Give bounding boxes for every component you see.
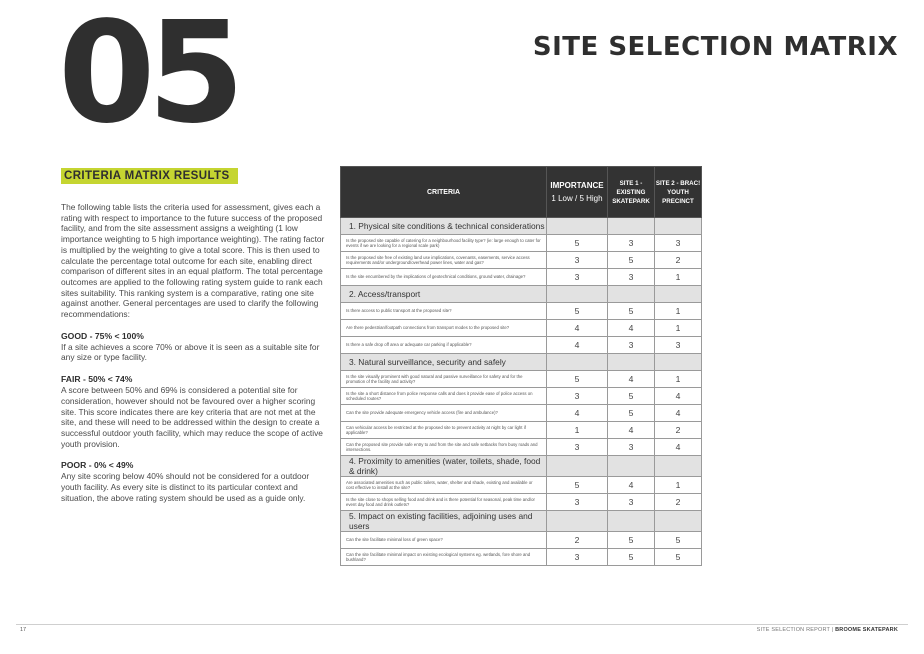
- table-row: [341, 252, 702, 269]
- importance-header-label: IMPORTANCE: [550, 181, 604, 190]
- criteria-question: Is the site close to shops selling food and drink and is there potential for seasonal, peak time and/or event day food and drink outlets?: [341, 494, 547, 511]
- importance-value: 4: [547, 405, 608, 422]
- table-row: [341, 439, 702, 456]
- category-row: [341, 456, 702, 477]
- site2-score: 4: [655, 405, 702, 422]
- site2-score: 1: [655, 303, 702, 320]
- site2-score: 4: [655, 388, 702, 405]
- site2-score: 1: [655, 371, 702, 388]
- importance-value: 5: [547, 235, 608, 252]
- rating-poor-body: Any site scoring below 40% should not be considered for a outdoor youth facility. As every site is distinct to its particular context and situation, the above rating system should be used as a guide only.: [61, 471, 310, 503]
- table-row: [341, 405, 702, 422]
- category-title: 2. Access/transport: [341, 286, 547, 303]
- table-row: [341, 494, 702, 511]
- table-row: [341, 235, 702, 252]
- rating-good-body: If a site achieves a score 70% or above it is seen as a suitable site for any size or type facility.: [61, 341, 320, 363]
- site1-score: 4: [608, 477, 655, 494]
- criteria-question: Is the proposed site free of existing land use implications, covenants, easements, service access requirements and/or underground/overhead power lines, water and gas?: [341, 252, 547, 269]
- importance-value: 3: [547, 269, 608, 286]
- site2-score: 1: [655, 320, 702, 337]
- category-row: [341, 218, 702, 235]
- importance-value: 3: [547, 439, 608, 456]
- rating-poor-title: POOR - 0% < 49%: [61, 460, 134, 471]
- criteria-question: Is the site encumbered by the implications of geotechnical conditions, ground water, drainage?: [341, 269, 547, 286]
- site1-score: 5: [608, 405, 655, 422]
- table-row: [341, 532, 702, 549]
- importance-value: 5: [547, 477, 608, 494]
- table-row: [341, 320, 702, 337]
- table-row: [341, 477, 702, 494]
- site2-score: 2: [655, 422, 702, 439]
- rating-fair-title: FAIR - 50% < 74%: [61, 374, 133, 385]
- criteria-question: Can the site provide adequate emergency vehicle access (fire and ambulance)?: [341, 405, 547, 422]
- site2-score: 3: [655, 337, 702, 354]
- section-number: 05: [58, 0, 237, 155]
- importance-value: 3: [547, 252, 608, 269]
- site1-score: 5: [608, 532, 655, 549]
- intro-paragraph: The following table lists the criteria used for assessment, gives each a rating with respect to importance to the future success of the proposed facility, and from the site assessment assigns a weighting (1 low importance weighting to 5 high importance weighting). The rating factor is multiplied by the weighting to give a total score. This is then used to calculate the percentage total outcome for each site, enabling direct comparison of different sites in an equal platform. The total percentage outcomes are applied to the following rating system guide to rank each sites suitability. This ranking system is a comparative, rating one site against another. General percentages are used to clarify the following recommendations:: [61, 202, 325, 320]
- intro-column: [61, 166, 327, 503]
- page-title: SITE SELECTION MATRIX: [532, 32, 898, 62]
- section-heading: CRITERIA MATRIX RESULTS: [61, 168, 238, 184]
- site2-score: 2: [655, 494, 702, 511]
- site2-score: 1: [655, 477, 702, 494]
- site2-score: 3: [655, 235, 702, 252]
- category-title: 3. Natural surveillance, security and safely: [341, 354, 547, 371]
- site2-score: 5: [655, 532, 702, 549]
- importance-value: 5: [547, 303, 608, 320]
- importance-value: 3: [547, 494, 608, 511]
- page-number: 17: [20, 627, 27, 633]
- criteria-question: Can the site facilitate minimal loss of green space?: [341, 532, 547, 549]
- footer-report-name: SITE SELECTION REPORT: [756, 627, 830, 633]
- site2-header: SITE 2 - BRAC! YOUTH PRECINCT: [655, 167, 702, 218]
- site1-score: 5: [608, 252, 655, 269]
- importance-value: 5: [547, 371, 608, 388]
- footer-separator: |: [831, 627, 834, 633]
- site1-score: 4: [608, 320, 655, 337]
- criteria-question: Are there pedestrian/footpath connections from transport modes to the proposed site?: [341, 320, 547, 337]
- site1-header: SITE 1 - EXISTING SKATEPARK: [608, 167, 655, 218]
- category-title: 4. Proximity to amenities (water, toilets, shade, food & drink): [341, 456, 547, 477]
- site2-score: 1: [655, 269, 702, 286]
- importance-value: 2: [547, 532, 608, 549]
- criteria-question: Can the proposed site provide safe entry to and from the site and safe setbacks from busy roads and intersections.: [341, 439, 547, 456]
- table-row: [341, 269, 702, 286]
- site2-score: 2: [655, 252, 702, 269]
- site1-score: 3: [608, 235, 655, 252]
- importance-header-scale: 1 Low / 5 High: [551, 194, 603, 203]
- category-title: 5. Impact on existing facilities, adjoining uses and users: [341, 511, 547, 532]
- criteria-question: Can vehicular access be restricted at the proposed site to prevent activity at night by car light if applicable?: [341, 422, 547, 439]
- criteria-question: Is the site visually prominent with good natural and passive surveillance for safety and for the promotion of the facility and activity?: [341, 371, 547, 388]
- importance-value: 4: [547, 337, 608, 354]
- table-row: [341, 303, 702, 320]
- criteria-header: CRITERIA: [341, 167, 547, 218]
- site1-score: 5: [608, 549, 655, 566]
- site1-score: 5: [608, 303, 655, 320]
- importance-value: 4: [547, 320, 608, 337]
- importance-value: 3: [547, 549, 608, 566]
- table-row: [341, 337, 702, 354]
- site2-score: 4: [655, 439, 702, 456]
- site1-score: 3: [608, 439, 655, 456]
- category-row: [341, 354, 702, 371]
- site1-score: 4: [608, 371, 655, 388]
- footer-project-name: BROOME SKATEPARK: [835, 627, 898, 633]
- site1-score: 3: [608, 269, 655, 286]
- table-row: [341, 371, 702, 388]
- site1-score: 5: [608, 388, 655, 405]
- criteria-matrix-table: [340, 166, 702, 566]
- criteria-question: Is there a safe drop off area or adequate car parking if applicable?: [341, 337, 547, 354]
- site1-score: 3: [608, 337, 655, 354]
- site1-score: 4: [608, 422, 655, 439]
- criteria-question: Can the site facilitate minimal impact on existing ecological systems eg. wetlands, fore shore and bushland?: [341, 549, 547, 566]
- table-row: [341, 549, 702, 566]
- importance-value: 1: [547, 422, 608, 439]
- rating-fair-body: A score between 50% and 69% is considered a potential site for consideration, however should not be favoured over a higher scoring site. This score indicates there are key criteria that are not met at the site, and these will need to be addressed within the design to create a successful outdoor youth facility, which may reduce the scope of active youth provision.: [61, 385, 323, 449]
- site1-score: 3: [608, 494, 655, 511]
- footer-report-label: [757, 627, 898, 633]
- importance-header: [547, 167, 608, 218]
- category-row: [341, 286, 702, 303]
- criteria-question: Is the proposed site capable of catering for a neighbourhood facility type? (ie: large enough to cater for events if we are looking for a regional scale park): [341, 235, 547, 252]
- table-header-row: [341, 167, 702, 218]
- category-title: 1. Physical site conditions & technical considerations: [341, 218, 547, 235]
- table-row: [341, 422, 702, 439]
- rating-good-title: GOOD - 75% < 100%: [61, 330, 144, 341]
- site2-score: 5: [655, 549, 702, 566]
- criteria-question: Is there access to public transport at the proposed site?: [341, 303, 547, 320]
- table-row: [341, 388, 702, 405]
- criteria-question: Is the site a short distance from police response calls and does it provide ease of police access on scheduled routes?: [341, 388, 547, 405]
- importance-value: 3: [547, 388, 608, 405]
- footer-divider: [16, 624, 908, 625]
- category-row: [341, 511, 702, 532]
- criteria-question: Are associated amenities such as public toilets, water, shelter and shade, existing and available or cost effective to install at the site?: [341, 477, 547, 494]
